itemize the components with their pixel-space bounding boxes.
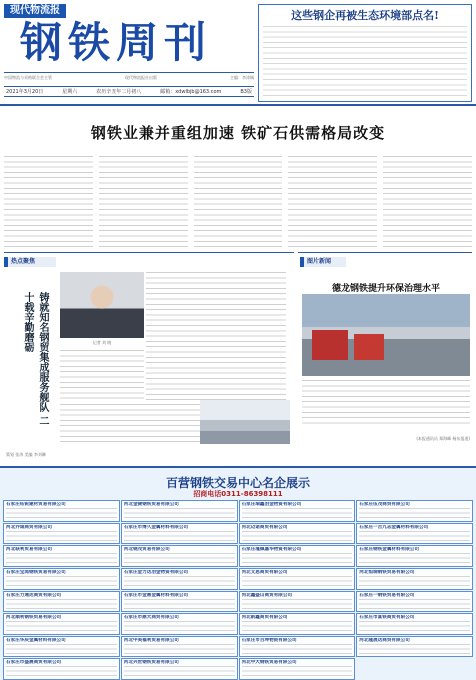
box-body-text (263, 26, 467, 100)
main-headline: 钢铁业兼并重组加速 铁矿石供需格局改变 (90, 124, 386, 142)
ad-company-details (124, 621, 235, 631)
article-column-4 (288, 156, 377, 248)
ad-cell (239, 500, 356, 522)
photo-news-rule (298, 252, 472, 253)
ad-company-name: 河北文思商贸有限公司 (241, 569, 288, 575)
ad-company-name: 石家庄宝鸿钢铁贸易有限公司 (6, 569, 66, 575)
ad-cell (3, 500, 120, 522)
article-column-3 (194, 156, 283, 248)
ad-company-details (6, 553, 117, 563)
ad-company-name: 河北鑫盛山商贸有限公司 (241, 592, 293, 598)
ad-company-details (124, 531, 235, 541)
ad-company-name: 河北钢茂贸易有限公司 (123, 547, 170, 553)
ad-title: 百营钢铁交易中心名企展示 (165, 476, 310, 490)
ad-company-name: 石家庄一吉九志金属材料有限公司 (359, 524, 429, 530)
ad-company-details (124, 644, 235, 654)
ad-cell (121, 523, 238, 545)
ad-company-name: 石家庄市盛晨商贸有限公司 (6, 660, 62, 666)
ad-company-name: 河北金捷钢铁贸易有限公司 (123, 502, 179, 507)
headline-top-rule (0, 104, 476, 106)
ad-cell (121, 636, 238, 658)
ad-cell (3, 613, 120, 635)
ad-company-details (242, 531, 353, 541)
ad-cell (356, 591, 473, 613)
publisher-line2: 现代物流报社出版 (125, 75, 157, 80)
ad-company-name: 河北顺利钢铁贸易有限公司 (6, 615, 62, 621)
ad-company-name: 石家庄瑾佩嘉华物资有限公司 (241, 547, 302, 553)
ad-cell (121, 568, 238, 590)
photo-news-footer: (本报通讯员 郑海峰 杨东报道) (416, 436, 470, 441)
ad-cell (239, 658, 356, 680)
ad-cell (239, 613, 356, 635)
ad-company-name: 石家庄市百坤物资有限公司 (241, 637, 297, 643)
ad-company-name: 河北恒瑞钢铁贸易有限公司 (359, 569, 415, 575)
ad-cell (3, 545, 120, 567)
ad-company-details (6, 666, 117, 676)
ad-company-details (6, 599, 117, 609)
ad-company-name: 河北隆晟达商贸有限公司 (359, 637, 410, 643)
ad-cell (3, 591, 120, 613)
photo-news-headline: 德龙钢铁提升环保治理水平 (331, 284, 440, 294)
issue-date: 2021年3月20日 (6, 89, 44, 95)
ad-company-details (359, 553, 470, 563)
truck-shape (312, 330, 348, 360)
feature-body-right (146, 272, 286, 402)
ad-cell (3, 523, 120, 545)
ad-cell (121, 658, 238, 680)
ad-company-details (359, 644, 470, 654)
ad-grid (3, 500, 473, 680)
ad-company-name: 河北中大钢铁贸易有限公司 (241, 660, 297, 666)
ad-company-name: 石家庄伍茂商贸有限公司 (359, 502, 410, 507)
truck-shape-2 (354, 334, 384, 360)
article-column-2 (99, 156, 188, 248)
masthead-title: 钢铁周刊 (20, 18, 213, 67)
date-bar (4, 86, 254, 97)
ad-cell (239, 591, 356, 613)
feature-tag: 热点聚焦 (4, 257, 56, 267)
article-column-5 (383, 156, 472, 248)
top-right-box (258, 4, 472, 102)
ad-company-name: 石家庄市富铁商贸有限公司 (359, 615, 415, 621)
issue-lunar: 农历辛丑年二月初八 (96, 89, 142, 95)
issue-weekday: 星期六 (62, 89, 78, 95)
ad-company-name: 石家庄市金鼎金属材料有限公司 (123, 592, 189, 598)
ad-company-details (242, 644, 353, 654)
ad-company-name: 河北兴世钢铁贸易有限公司 (123, 660, 179, 666)
photo-news-body (302, 380, 470, 424)
ad-cell (356, 545, 473, 567)
ad-section (0, 466, 476, 680)
ad-company-details (124, 576, 235, 586)
ad-company-details (242, 621, 353, 631)
ad-company-name: 石家庄一钢铁贸易有限公司 (359, 592, 415, 598)
ad-company-details (359, 599, 470, 609)
article-column-1 (4, 156, 93, 248)
ad-cell (239, 523, 356, 545)
ad-cell (239, 568, 356, 590)
editor-line: 主编：李涛城 (230, 75, 254, 80)
portrait-photo (60, 272, 144, 338)
ad-company-details (242, 508, 353, 518)
paper-badge: 现代物流报 (4, 4, 66, 18)
main-article (4, 156, 472, 248)
contact-email: 邮箱：xdwlbjb@163.com (160, 89, 222, 95)
ad-company-name: 石家庄华辰金属材料有限公司 (6, 637, 66, 643)
ad-company-details (359, 508, 470, 518)
ad-company-name: 河北中美福利贸易有限公司 (123, 637, 179, 643)
ad-company-details (6, 576, 117, 586)
box-headline: 这些钢企再被生态环境部点名! (291, 9, 439, 22)
ad-cell (356, 568, 473, 590)
feature-body-bottom (60, 404, 220, 446)
ad-cell (239, 636, 356, 658)
feature-body-left (60, 350, 144, 402)
ad-company-details (6, 621, 117, 631)
ad-cell (356, 523, 473, 545)
ad-cell (121, 591, 238, 613)
ad-company-name: 石家庄钢铁金属材料有限公司 (359, 547, 419, 553)
ad-company-details (124, 599, 235, 609)
ad-company-details (242, 553, 353, 563)
ad-company-details (6, 508, 117, 518)
ad-company-details (359, 531, 470, 541)
factory-photo (200, 400, 290, 444)
photo-news-tag: 图片新闻 (300, 257, 346, 267)
ad-company-details (359, 576, 470, 586)
ad-company-name: 石家庄瑞鑫冶金物资有限公司 (241, 502, 302, 507)
ad-cell (356, 636, 473, 658)
ad-company-name: 河北迈诺商贸有限公司 (241, 524, 288, 530)
ad-cell (121, 545, 238, 567)
ad-cell (121, 613, 238, 635)
ad-company-details (242, 599, 353, 609)
masthead-rule (4, 72, 254, 73)
ad-company-details (124, 508, 235, 518)
ad-cell (121, 500, 238, 522)
ad-cell (3, 636, 120, 658)
ad-company-name: 河北乔诚商贸有限公司 (6, 524, 52, 530)
ad-company-details (242, 666, 353, 676)
publisher-line1: 中国物流与采购联合会主管 (4, 75, 52, 80)
page-number: B3版 (240, 89, 252, 95)
credit-line: 策划 张涛 美编 李刘琳 (6, 452, 46, 457)
publisher-bar (4, 75, 254, 80)
ad-company-name: 石家庄钰锐建材贸易有限公司 (6, 502, 66, 507)
ad-cell (356, 500, 473, 522)
ad-company-details (242, 576, 353, 586)
ad-company-name: 石家庄金力达冶金物资有限公司 (123, 569, 189, 575)
ad-company-details (6, 531, 117, 541)
ad-company-name: 河北新鑫商贸有限公司 (241, 615, 288, 621)
truck-photo (302, 294, 470, 376)
ad-cell (3, 568, 120, 590)
ad-company-name: 石家庄市博久金属材料有限公司 (123, 524, 189, 530)
ad-company-details (124, 666, 235, 676)
ad-cell (3, 658, 120, 680)
portrait-caption: 记者 刘 晓 (92, 340, 112, 345)
ad-company-name: 石家庄市鼎大商贸有限公司 (123, 615, 179, 621)
ad-cell (356, 613, 473, 635)
ad-company-details (6, 644, 117, 654)
ad-cell (239, 545, 356, 567)
ad-company-details (359, 621, 470, 631)
ad-company-name: 河北联利贸易有限公司 (6, 547, 52, 553)
ad-company-details (124, 553, 235, 563)
feature-top-rule (4, 252, 294, 253)
ad-phone: 招商电话0311-86398111 (193, 490, 283, 498)
feature-headline: 铸就知名钢贸集成服务舰队 二十载辛勤磨砺 (22, 292, 48, 426)
ad-company-name: 石家庄力通达商贸有限公司 (6, 592, 62, 598)
